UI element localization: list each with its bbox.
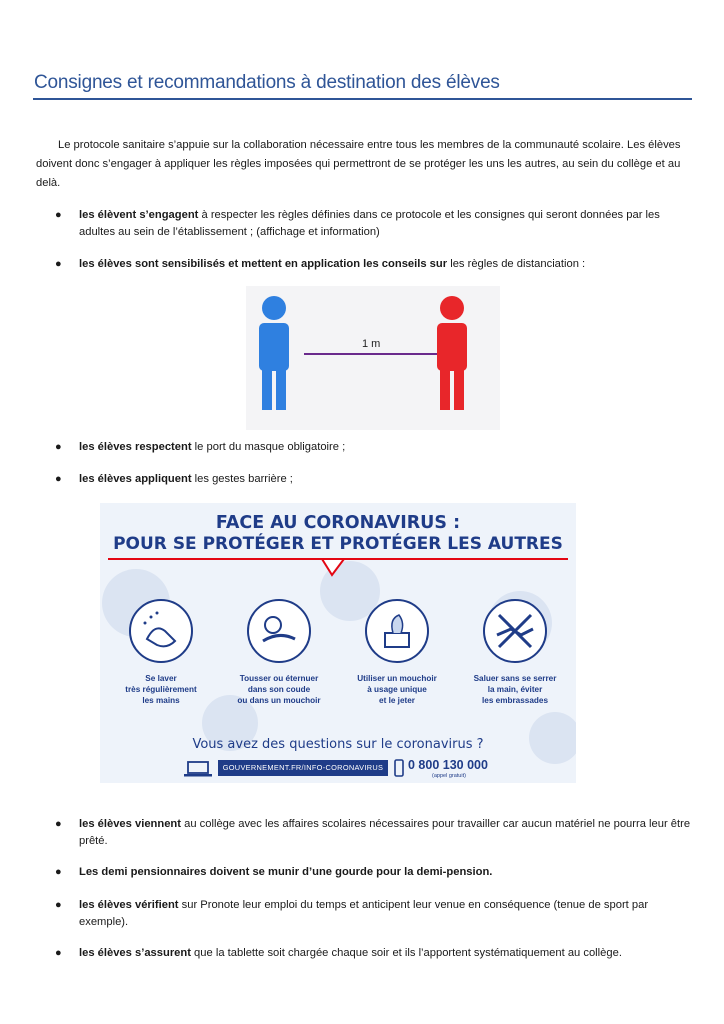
no-handshake-icon (483, 599, 547, 663)
poster-red-line (108, 558, 568, 560)
poster-title: FACE AU CORONAVIRUS : (215, 513, 461, 533)
bullet-text: à respecter les règles définies dans ce protocole et les consignes qui seront données par les adultes au sein de l’établissement ; (affichage et information) (79, 209, 660, 238)
gesture-card (106, 585, 216, 706)
bullet-dot: ● (55, 441, 62, 453)
gesture-caption: Saluer sans se serrer la main, éviter les embrassades (473, 674, 557, 705)
poster-question: Vous avez des questions sur le coronavirus ? (192, 737, 484, 752)
phone-icon (394, 759, 404, 777)
gesture-caption: Utiliser un mouchoir à usage unique et le jeter (357, 674, 437, 705)
bullet-text: au collège avec les affaires scolaires nécessaires pour travailler car aucun matériel ne pourra leur être prêté. (79, 818, 691, 847)
handwashing-icon (129, 599, 193, 663)
blue-person-icon (259, 296, 289, 410)
bullet-text: les gestes barrière ; (191, 473, 293, 485)
coronavirus-poster (100, 503, 576, 783)
bullet-bold: Les demi pensionnaires doivent se munir d’une gourde pour la demi-pension. (79, 866, 493, 878)
gesture-card (342, 585, 452, 706)
tissue-icon (365, 599, 429, 663)
gesture-card (224, 585, 334, 706)
intro-paragraph: Le protocole sanitaire s’appuie sur la collaboration nécessaire entre tous les membres de la communauté scolaire. Les élèves doivent donc s’engager à appliquer les règles imposées qui permettront de se protéger les uns les autres, au sein du collège et au delà. (36, 139, 681, 189)
distance-label: 1 m (362, 338, 381, 350)
bullet-text: que la tablette soit chargée chaque soir et ils l’apportent systématiquement au collège. (190, 947, 622, 959)
bullet-bold: les élèves vérifient (79, 899, 179, 911)
bullet-dot: ● (55, 818, 62, 830)
page-title: Consignes et recommandations à destination des élèves (34, 72, 500, 93)
distancing-illustration (246, 286, 500, 430)
bullet-dot: ● (55, 473, 62, 485)
bullet-dot: ● (55, 209, 62, 221)
bullet-dot: ● (55, 258, 62, 270)
title-underline (33, 98, 692, 100)
bullet-text: le port du masque obligatoire ; (191, 441, 346, 453)
bullet-bold: les élèves appliquent (79, 473, 192, 485)
info-url: GOUVERNEMENT.FR/INFO-CORONAVIRUS (218, 760, 388, 776)
bullet-dot: ● (55, 866, 62, 878)
bullet-bold: les élèves viennent (79, 818, 181, 830)
poster-subtitle: POUR SE PROTÉGER ET PROTÉGER LES AUTRES (113, 534, 563, 554)
elbow-cough-icon (247, 599, 311, 663)
bullet-bold: les élèves s’assurent (79, 947, 191, 959)
poster-contact-bar (184, 758, 574, 780)
laptop-icon (184, 761, 212, 777)
phone-note: (appel gratuit) (432, 773, 466, 779)
gesture-caption: Se laver très régulièrement les mains (125, 674, 197, 705)
gesture-caption: Tousser ou éternuer dans son coude ou dans un mouchoir (237, 674, 321, 705)
bullet-text: sur Pronote leur emploi du temps et anticipent leur venue en conséquence (tenue de sport par exemple). (79, 899, 649, 928)
bullet-dot: ● (55, 947, 62, 959)
bullet-bold: les élèvent s’engagent (79, 209, 199, 221)
gesture-card (460, 585, 570, 706)
red-person-icon (437, 296, 467, 410)
phone-number: 0 800 130 000 (408, 758, 488, 772)
bullet-bold: les élèves respectent (79, 441, 192, 453)
bullet-dot: ● (55, 899, 62, 911)
bullet-bold: les élèves sont sensibilisés et mettent en application les conseils sur (79, 258, 448, 270)
bullet-text: les règles de distanciation : (447, 258, 586, 270)
